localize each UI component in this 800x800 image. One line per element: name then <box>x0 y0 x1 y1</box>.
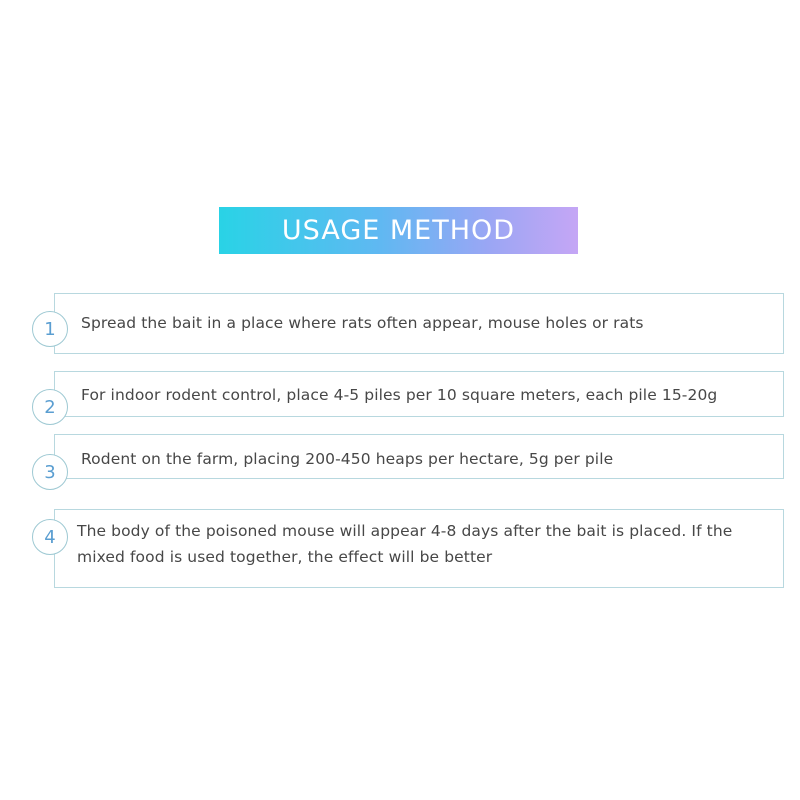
step-text: Spread the bait in a place where rats often appear, mouse holes or rats <box>81 314 644 332</box>
step-top-rule <box>55 434 783 435</box>
step-number-badge: 4 <box>32 519 68 555</box>
step-number-badge: 3 <box>32 454 68 490</box>
step-top-rule <box>55 293 783 294</box>
step-top-rule <box>55 371 783 372</box>
step-text: Rodent on the farm, placing 200-450 heaps per hectare, 5g per pile <box>81 450 614 468</box>
step-item-1 <box>44 293 784 354</box>
step-text: The body of the poisoned mouse will appear 4-8 days after the bait is placed. If the mixed food is used together, the effect will be better <box>77 522 733 566</box>
step-item-3 <box>44 434 784 483</box>
title-banner <box>219 207 578 254</box>
step-item-4 <box>44 509 784 588</box>
step-number-badge: 2 <box>32 389 68 425</box>
page-title: USAGE METHOD <box>281 215 516 246</box>
step-top-rule <box>55 509 783 510</box>
step-text: For indoor rodent control, place 4-5 piles per 10 square meters, each pile 15-20g <box>81 386 718 404</box>
step-item-2 <box>44 371 784 418</box>
step-number-badge: 1 <box>32 311 68 347</box>
